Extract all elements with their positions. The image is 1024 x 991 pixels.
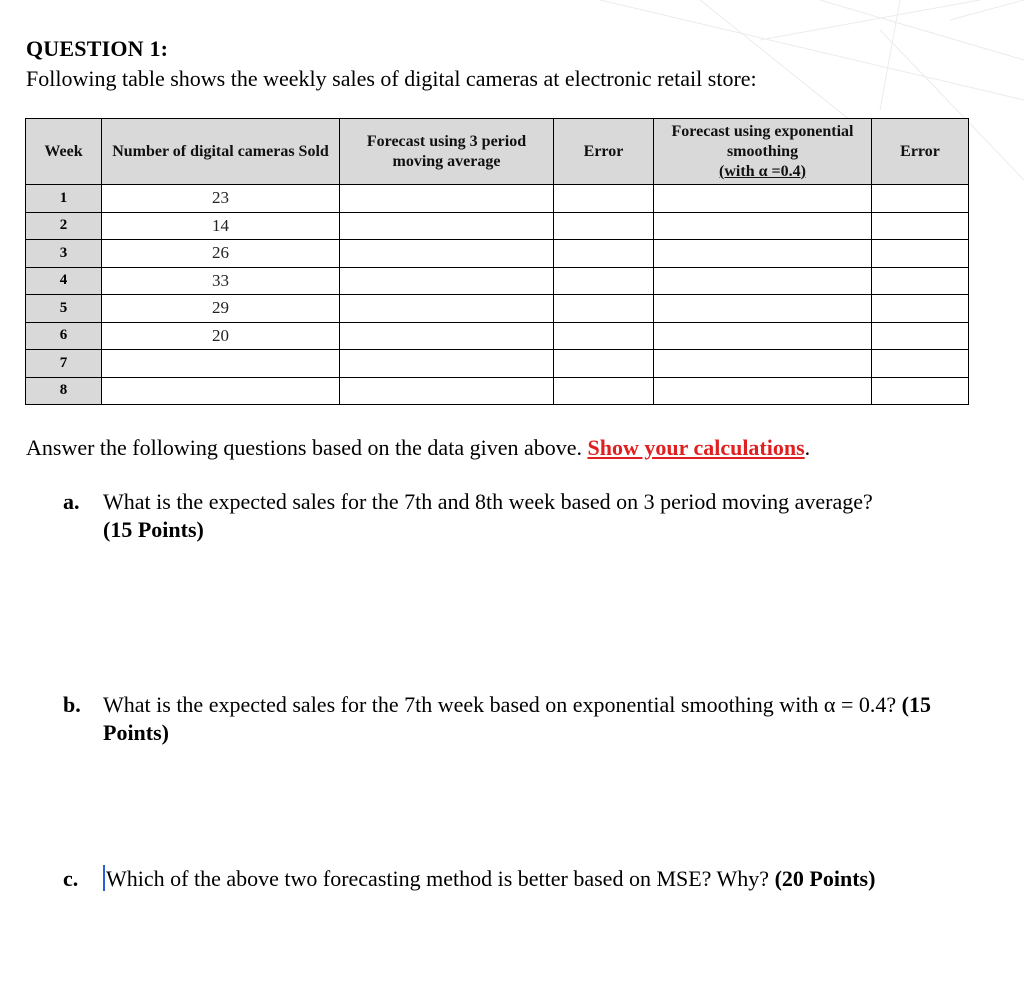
sold-cell: 20 [102, 322, 340, 350]
sold-cell [102, 377, 340, 405]
question-b-label: b. [63, 692, 81, 717]
question-a-points: (15 Points) [103, 517, 204, 542]
week-cell: 1 [26, 185, 102, 213]
es-error-cell [872, 267, 969, 295]
ma-forecast-cell [340, 267, 554, 295]
es-forecast-cell [654, 185, 872, 213]
week-cell: 6 [26, 322, 102, 350]
es-error-cell [872, 240, 969, 268]
es-forecast-cell [654, 267, 872, 295]
es-error-cell [872, 377, 969, 405]
question-c-points: (20 Points) [774, 866, 876, 891]
question-b-points: (15 Points) [103, 692, 931, 745]
es-forecast-cell [654, 295, 872, 323]
header-alpha-note: (with α =0.4) [719, 162, 806, 180]
ma-error-cell [554, 185, 654, 213]
week-cell: 7 [26, 350, 102, 378]
es-forecast-cell [654, 350, 872, 378]
es-forecast-cell [654, 240, 872, 268]
ma-error-cell [554, 322, 654, 350]
es-forecast-cell [654, 322, 872, 350]
ma-error-cell [554, 350, 654, 378]
sold-cell: 29 [102, 295, 340, 323]
table-row [26, 212, 969, 240]
text-cursor [103, 865, 105, 891]
ma-error-cell [554, 295, 654, 323]
table-header-row [26, 119, 969, 185]
es-error-cell [872, 350, 969, 378]
question-c-text: Which of the above two forecasting method is better based on MSE? Why? [106, 866, 770, 891]
question-c-label: c. [63, 866, 79, 891]
es-error-cell [872, 212, 969, 240]
question-intro: Following table shows the weekly sales of digital cameras at electronic retail store: [26, 66, 757, 91]
ma-error-cell [554, 377, 654, 405]
header-sold: Number of digital cameras Sold [102, 119, 340, 185]
header-es-error: Error [872, 119, 969, 185]
show-calculations-emphasis: Show your calculations [587, 435, 805, 460]
es-error-cell [872, 295, 969, 323]
sold-cell: 23 [102, 185, 340, 213]
ma-forecast-cell [340, 295, 554, 323]
sold-cell [102, 350, 340, 378]
table-row [26, 322, 969, 350]
sold-cell: 14 [102, 212, 340, 240]
ma-forecast-cell [340, 377, 554, 405]
header-ma-error: Error [554, 119, 654, 185]
es-forecast-cell [654, 212, 872, 240]
ma-error-cell [554, 267, 654, 295]
answer-instructions: Answer the following questions based on the data given above. Show your calculations. [26, 435, 811, 460]
sold-cell: 26 [102, 240, 340, 268]
header-moving-average: Forecast using 3 period moving average [340, 119, 554, 185]
header-exponential-smoothing: Forecast using exponential smoothing (with α =0.4) [654, 119, 872, 185]
table-row [26, 295, 969, 323]
week-cell: 8 [26, 377, 102, 405]
question-b-text: What is the expected sales for the 7th week based on exponential smoothing with α = 0.4? [103, 692, 897, 717]
table-row [26, 377, 969, 405]
question-a-text: What is the expected sales for the 7th and 8th week based on 3 period moving average? [103, 489, 873, 514]
table-row [26, 185, 969, 213]
sold-cell: 33 [102, 267, 340, 295]
table-row [26, 350, 969, 378]
ma-error-cell [554, 212, 654, 240]
table-row [26, 240, 969, 268]
question-title: QUESTION 1: [26, 36, 169, 61]
ma-forecast-cell [340, 185, 554, 213]
week-cell: 4 [26, 267, 102, 295]
ma-forecast-cell [340, 212, 554, 240]
sales-table [25, 118, 969, 405]
table-row [26, 267, 969, 295]
week-cell: 3 [26, 240, 102, 268]
ma-error-cell [554, 240, 654, 268]
ma-forecast-cell [340, 322, 554, 350]
es-error-cell [872, 185, 969, 213]
es-forecast-cell [654, 377, 872, 405]
header-week: Week [26, 119, 102, 185]
es-error-cell [872, 322, 969, 350]
ma-forecast-cell [340, 350, 554, 378]
question-a-label: a. [63, 489, 80, 514]
week-cell: 5 [26, 295, 102, 323]
week-cell: 2 [26, 212, 102, 240]
ma-forecast-cell [340, 240, 554, 268]
